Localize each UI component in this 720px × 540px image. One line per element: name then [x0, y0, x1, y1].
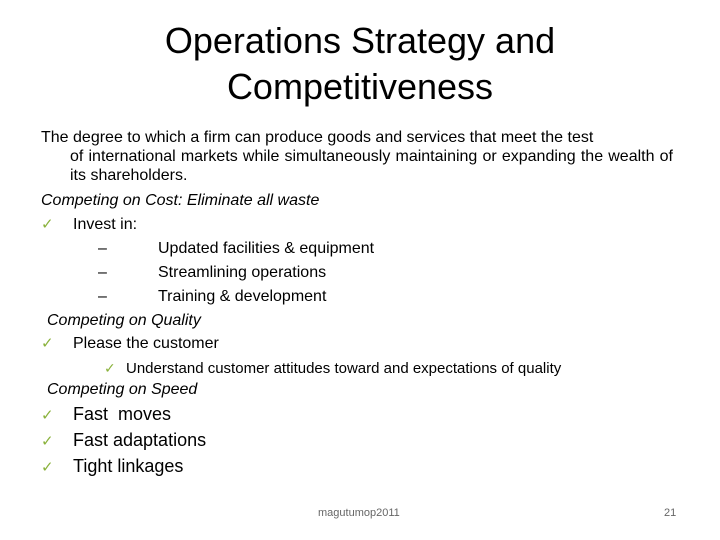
title-line-2: Competitiveness [226, 66, 494, 107]
title-line-1: Operations Strategy and [164, 20, 556, 61]
cost-item: – Training & development [98, 288, 327, 305]
footer-label: magutumop2011 [318, 507, 400, 519]
speed-heading: Competing on Speed [47, 381, 198, 398]
speed-item: ✓ Tight linkages [41, 455, 183, 479]
slide-number: 21 [664, 507, 677, 519]
dash-icon: – [98, 240, 107, 257]
slide-title [60, 18, 660, 110]
cost-item: – Updated facilities & equipment [98, 240, 375, 257]
checkmark-icon: ✓ [104, 360, 116, 376]
speed-item: ✓ Fast adaptations [41, 429, 206, 453]
checkmark-icon: ✓ [41, 433, 54, 450]
definition-paragraph [41, 128, 673, 185]
checkmark-icon: ✓ [41, 407, 54, 424]
cost-item: – Streamlining operations [98, 264, 327, 281]
checkmark-icon: ✓ [41, 335, 54, 352]
definition-line-1: The degree to which a firm can produce goods and services that meet the test [41, 129, 594, 146]
cost-heading: Competing on Cost: Eliminate all waste [41, 192, 320, 209]
dash-icon: – [98, 264, 107, 281]
quality-bullet: ✓ Please the customer [41, 335, 219, 352]
checkmark-icon: ✓ [41, 459, 54, 476]
dash-icon: – [98, 288, 107, 305]
invest-label: Invest in: [73, 216, 138, 233]
quality-sub-bullet: ✓ Understand customer attitudes toward and expectations of quality [104, 360, 562, 377]
quality-heading: Competing on Quality [47, 312, 201, 329]
checkmark-icon: ✓ [41, 216, 54, 233]
definition-rest: of international markets while simultaneously maintaining or expanding the wealth of its shareholders. [70, 148, 673, 184]
speed-item: ✓ Fast moves [41, 403, 171, 427]
cost-invest-bullet [41, 215, 137, 235]
